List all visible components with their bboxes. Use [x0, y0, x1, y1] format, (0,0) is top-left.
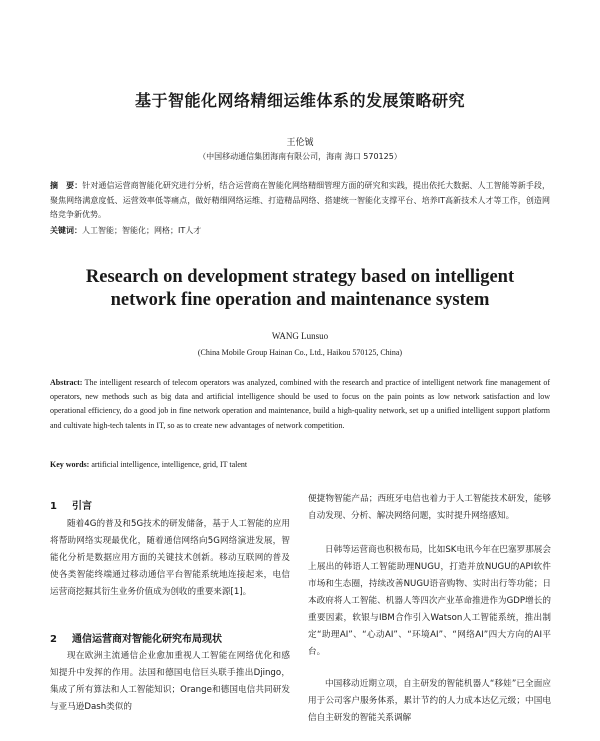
- keywords-label-chinese: 关键词：: [50, 226, 82, 235]
- right-column-paragraph-1: 便捷物智能产品；西班牙电信也着力于人工智能技术研发，能够自动发现、分析、解决网络问题，实时提升网络感知。: [308, 494, 551, 521]
- affiliation-chinese: （中国移动通信集团海南有限公司，海南 海口 570125）: [198, 152, 402, 161]
- abstract-label-english: Abstract:: [50, 378, 83, 387]
- section-2-heading: [50, 630, 290, 645]
- paper-title-english-line1: Research on development strategy based on intelligent: [85, 267, 515, 287]
- author-name-english: WANG Lunsuo: [271, 331, 329, 341]
- abstract-text-english: The intelligent research of telecom operators was analyzed, combined with the research and practice of intelligent network fine management of operators, new methods such as big data and artificial intelligence should be used to focus on the pain points as low network satisfaction and low operational efficiency, do a good job in fine network operation and maintenance, build a high-quality network, set up a unified intelligent support platform and cultivate high-tech talents in IT, so as to create new advantages of network competition.: [50, 378, 550, 430]
- paper-title-english: [0, 266, 600, 312]
- keywords-chinese: [50, 225, 550, 236]
- keywords-english: [50, 460, 550, 469]
- abstract-label-chinese: 摘 要：: [50, 181, 83, 190]
- author-name-chinese: 王伦铖: [286, 138, 314, 148]
- keywords-label-english: Key words:: [50, 460, 90, 469]
- keywords-text-english: artificial intelligence, intelligence, grid, IT talent: [91, 460, 248, 469]
- paper-title-chinese: 基于智能化网络精细运维体系的发展策略研究: [134, 91, 465, 110]
- section-1-number: 1: [50, 501, 57, 512]
- abstract-english: [50, 376, 550, 433]
- affiliation-english: (China Mobile Group Hainan Co., Ltd., Haikou 570125, China): [197, 348, 403, 357]
- section-2-title: 通信运营商对智能化研究布局现状: [72, 634, 222, 645]
- section-1-title: 引言: [72, 501, 92, 512]
- section-2-number: 2: [50, 634, 57, 645]
- right-column-paragraph-2: 日韩等运营商也积极布局，比如SK电讯今年在巴塞罗那展会上展出的韩语人工智能助理NUGU，打造并放NUGU的API软件市场和生态圈，持续改善NUGU语音购物、实时出行等功能；日本政府将人工智能、机器人等四次产业革命推进作为GDP增长的重要因素，软银与IBM合作引入Watson人工智能系统，推出制定“助理AI”、“心动AI”、“环境AI”、“网络AI”四大方向的AI平台。: [308, 545, 551, 657]
- abstract-text-chinese: 针对通信运营商智能化研究进行分析，结合运营商在智能化网络精细管理方面的研究和实践，提出依托大数据、人工智能等新手段，聚焦网络满意度低、运营效率低等痛点，做好精细网络运维、打造精品网络、搭建统一智能化支撑平台、培养IT高新技术人才等工作，创造网络竞争新优势。: [50, 181, 550, 220]
- abstract-chinese: [50, 179, 550, 223]
- section-1-paragraph: 随着4G的普及和5G技术的研发储备，基于人工智能的应用将帮助网络实现最优化，随着通信网络向5G网络演进发展，智能化分析是数据应用方面的关键技术创新。移动互联网的普及使各类智能终端通过移动通信平台智能系统地连接起来，电信运营商挖掘其衍生业务价值成为创收的重要来源[1]。: [50, 519, 290, 597]
- right-column-paragraph-3: 中国移动近期立项，自主研发的智能机器人“移娃”已全面应用于公司客户服务体系，累计节约的人力成本达亿元级；中国电信自主研发的智能关系调解: [308, 679, 551, 723]
- section-1-heading: [50, 497, 290, 512]
- paper-title-english-line2: network fine operation and maintenance system: [110, 290, 490, 310]
- section-2-paragraph: 现在欧洲主流通信企业愈加重视人工智能在网络优化和感知提升中发挥的作用。法国和德国电信巨头联手推出Djingo，集成了所有算法和人工智能知识；Orange和德国电信共同研发与亚马逊Dash类似的: [50, 651, 290, 712]
- keywords-text-chinese: 人工智能；智能化；网格；IT人才: [82, 226, 202, 235]
